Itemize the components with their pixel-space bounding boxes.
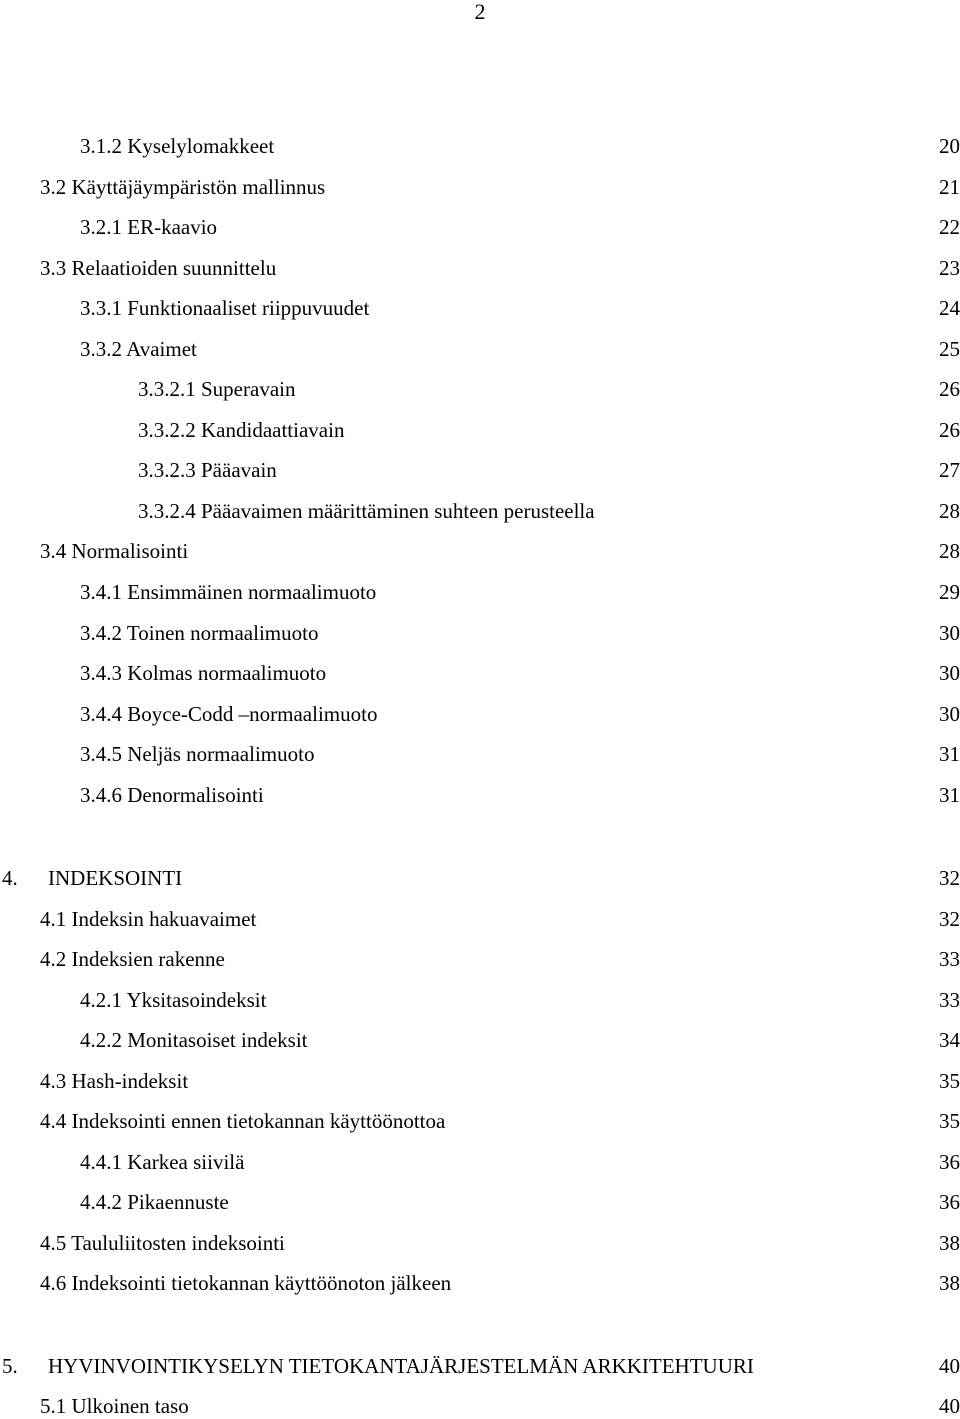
toc-entry <box>0 1270 960 1296</box>
toc-entry <box>0 1149 960 1175</box>
toc-entry-title: 4.3 Hash-indeksit <box>40 1069 189 1093</box>
toc-entry <box>0 457 960 483</box>
toc-entry <box>0 579 960 605</box>
toc-entry-page: 40 <box>939 1394 960 1418</box>
toc-entry-page: 36 <box>939 1150 960 1174</box>
toc-entry-title: 5.1 Ulkoinen taso <box>40 1394 189 1418</box>
toc-entry <box>0 1230 960 1256</box>
toc-entry-title: 3.3.2 Avaimet <box>80 337 197 361</box>
toc-entry-page: 32 <box>939 907 960 931</box>
toc-entry-page: 21 <box>939 175 960 199</box>
toc-entry-page: 28 <box>939 499 960 523</box>
toc-entry-title: 4.2.2 Monitasoiset indeksit <box>80 1028 308 1052</box>
toc-entry <box>0 701 960 727</box>
toc-entry <box>0 906 960 932</box>
toc-entry <box>0 1027 960 1053</box>
toc-entry-page: 25 <box>939 337 960 361</box>
toc-entry-page: 31 <box>939 742 960 766</box>
toc-chapter-entry <box>0 865 960 891</box>
toc-entry <box>0 174 960 200</box>
toc-entry-title: 4.2 Indeksien rakenne <box>40 947 225 971</box>
toc-entry <box>0 417 960 443</box>
toc-entry-page: 26 <box>939 377 960 401</box>
toc-entry <box>0 214 960 240</box>
toc-entry-title: 3.2 Käyttäjäympäristön mallinnus <box>40 175 326 199</box>
toc-entry-page: 34 <box>939 1028 960 1052</box>
toc-entry-title: 3.4.3 Kolmas normaalimuoto <box>80 661 327 685</box>
toc-entry-title: 4.6 Indeksointi tietokannan käyttöönoton jälkeen <box>40 1271 452 1295</box>
toc-entry <box>0 498 960 524</box>
toc-entry-page: 30 <box>939 661 960 685</box>
toc-entry <box>0 1108 960 1134</box>
toc-entry-page: 22 <box>939 215 960 239</box>
toc-entry-title: HYVINVOINTIKYSELYN TIETOKANTAJÄRJESTELMÄN ARKKITEHTUURI <box>48 1354 754 1378</box>
toc-entry-title: 4.2.1 Yksitasoindeksit <box>80 988 267 1012</box>
toc-entry <box>0 376 960 402</box>
toc-entry-page: 32 <box>939 866 960 890</box>
toc-entry-title: 3.4.1 Ensimmäinen normaalimuoto <box>80 580 377 604</box>
toc-entry-title: 3.3.1 Funktionaaliset riippuvuudet <box>80 296 370 320</box>
toc-entry-title: 4.4 Indeksointi ennen tietokannan käyttöönottoa <box>40 1109 446 1133</box>
toc-entry <box>0 255 960 281</box>
toc-entry-page: 38 <box>939 1271 960 1295</box>
toc-entry-title: 3.3 Relaatioiden suunnittelu <box>40 256 277 280</box>
toc-entry-page: 31 <box>939 783 960 807</box>
toc-entry-title: 3.4.4 Boyce-Codd –normaalimuoto <box>80 702 378 726</box>
toc-entry-title: 3.4.2 Toinen normaalimuoto <box>80 621 319 645</box>
toc-entry <box>0 336 960 362</box>
toc-entry <box>0 538 960 564</box>
toc-entry <box>0 946 960 972</box>
toc-chapter-number: 4. <box>2 866 18 890</box>
toc-entry-page: 23 <box>939 256 960 280</box>
toc-entry-title: 3.4.5 Neljäs normaalimuoto <box>80 742 315 766</box>
toc-entry-page: 33 <box>939 988 960 1012</box>
toc-entry <box>0 620 960 646</box>
page-number: 2 <box>474 0 486 24</box>
toc-entry-title: 3.1.2 Kyselylomakkeet <box>80 134 275 158</box>
toc-entry-page: 38 <box>939 1231 960 1255</box>
toc-entry <box>0 741 960 767</box>
toc-entry-title: 3.3.2.4 Pääavaimen määrittäminen suhteen perusteella <box>138 499 595 523</box>
toc-entry-title: 3.4 Normalisointi <box>40 539 189 563</box>
toc-entry-title: INDEKSOINTI <box>48 866 183 890</box>
toc-entry <box>0 295 960 321</box>
toc-entry-title: 3.3.2.1 Superavain <box>138 377 296 401</box>
toc-entry <box>0 987 960 1013</box>
toc-entry <box>0 782 960 808</box>
toc-entry-page: 24 <box>939 296 960 320</box>
toc-entry-page: 29 <box>939 580 960 604</box>
toc-chapter-number: 5. <box>2 1354 18 1378</box>
toc-entry-page: 30 <box>939 621 960 645</box>
toc-entry-page: 27 <box>939 458 960 482</box>
toc-entry-page: 30 <box>939 702 960 726</box>
toc-entry-page: 33 <box>939 947 960 971</box>
toc-entry <box>0 1393 960 1419</box>
toc-entry-title: 4.5 Taululiitosten indeksointi <box>40 1231 285 1255</box>
toc-chapter-entry <box>0 1353 960 1379</box>
toc-entry-page: 20 <box>939 134 960 158</box>
toc-entry <box>0 133 960 159</box>
toc-entry <box>0 1189 960 1215</box>
toc-entry-title: 3.3.2.3 Pääavain <box>138 458 277 482</box>
toc-entry-title: 3.4.6 Denormalisointi <box>80 783 264 807</box>
toc-entry-page: 35 <box>939 1069 960 1093</box>
toc-entry <box>0 1068 960 1094</box>
toc-entry-page: 36 <box>939 1190 960 1214</box>
toc-entry-title: 3.2.1 ER-kaavio <box>80 215 218 239</box>
toc-entry-title: 3.3.2.2 Kandidaattiavain <box>138 418 345 442</box>
toc-entry-page: 35 <box>939 1109 960 1133</box>
toc-entry-title: 4.4.2 Pikaennuste <box>80 1190 229 1214</box>
toc-entry <box>0 660 960 686</box>
toc-entry-page: 40 <box>939 1354 960 1378</box>
toc-entry-title: 4.4.1 Karkea siivilä <box>80 1150 245 1174</box>
toc-entry-page: 26 <box>939 418 960 442</box>
toc-entry-title: 4.1 Indeksin hakuavaimet <box>40 907 257 931</box>
toc-entry-page: 28 <box>939 539 960 563</box>
